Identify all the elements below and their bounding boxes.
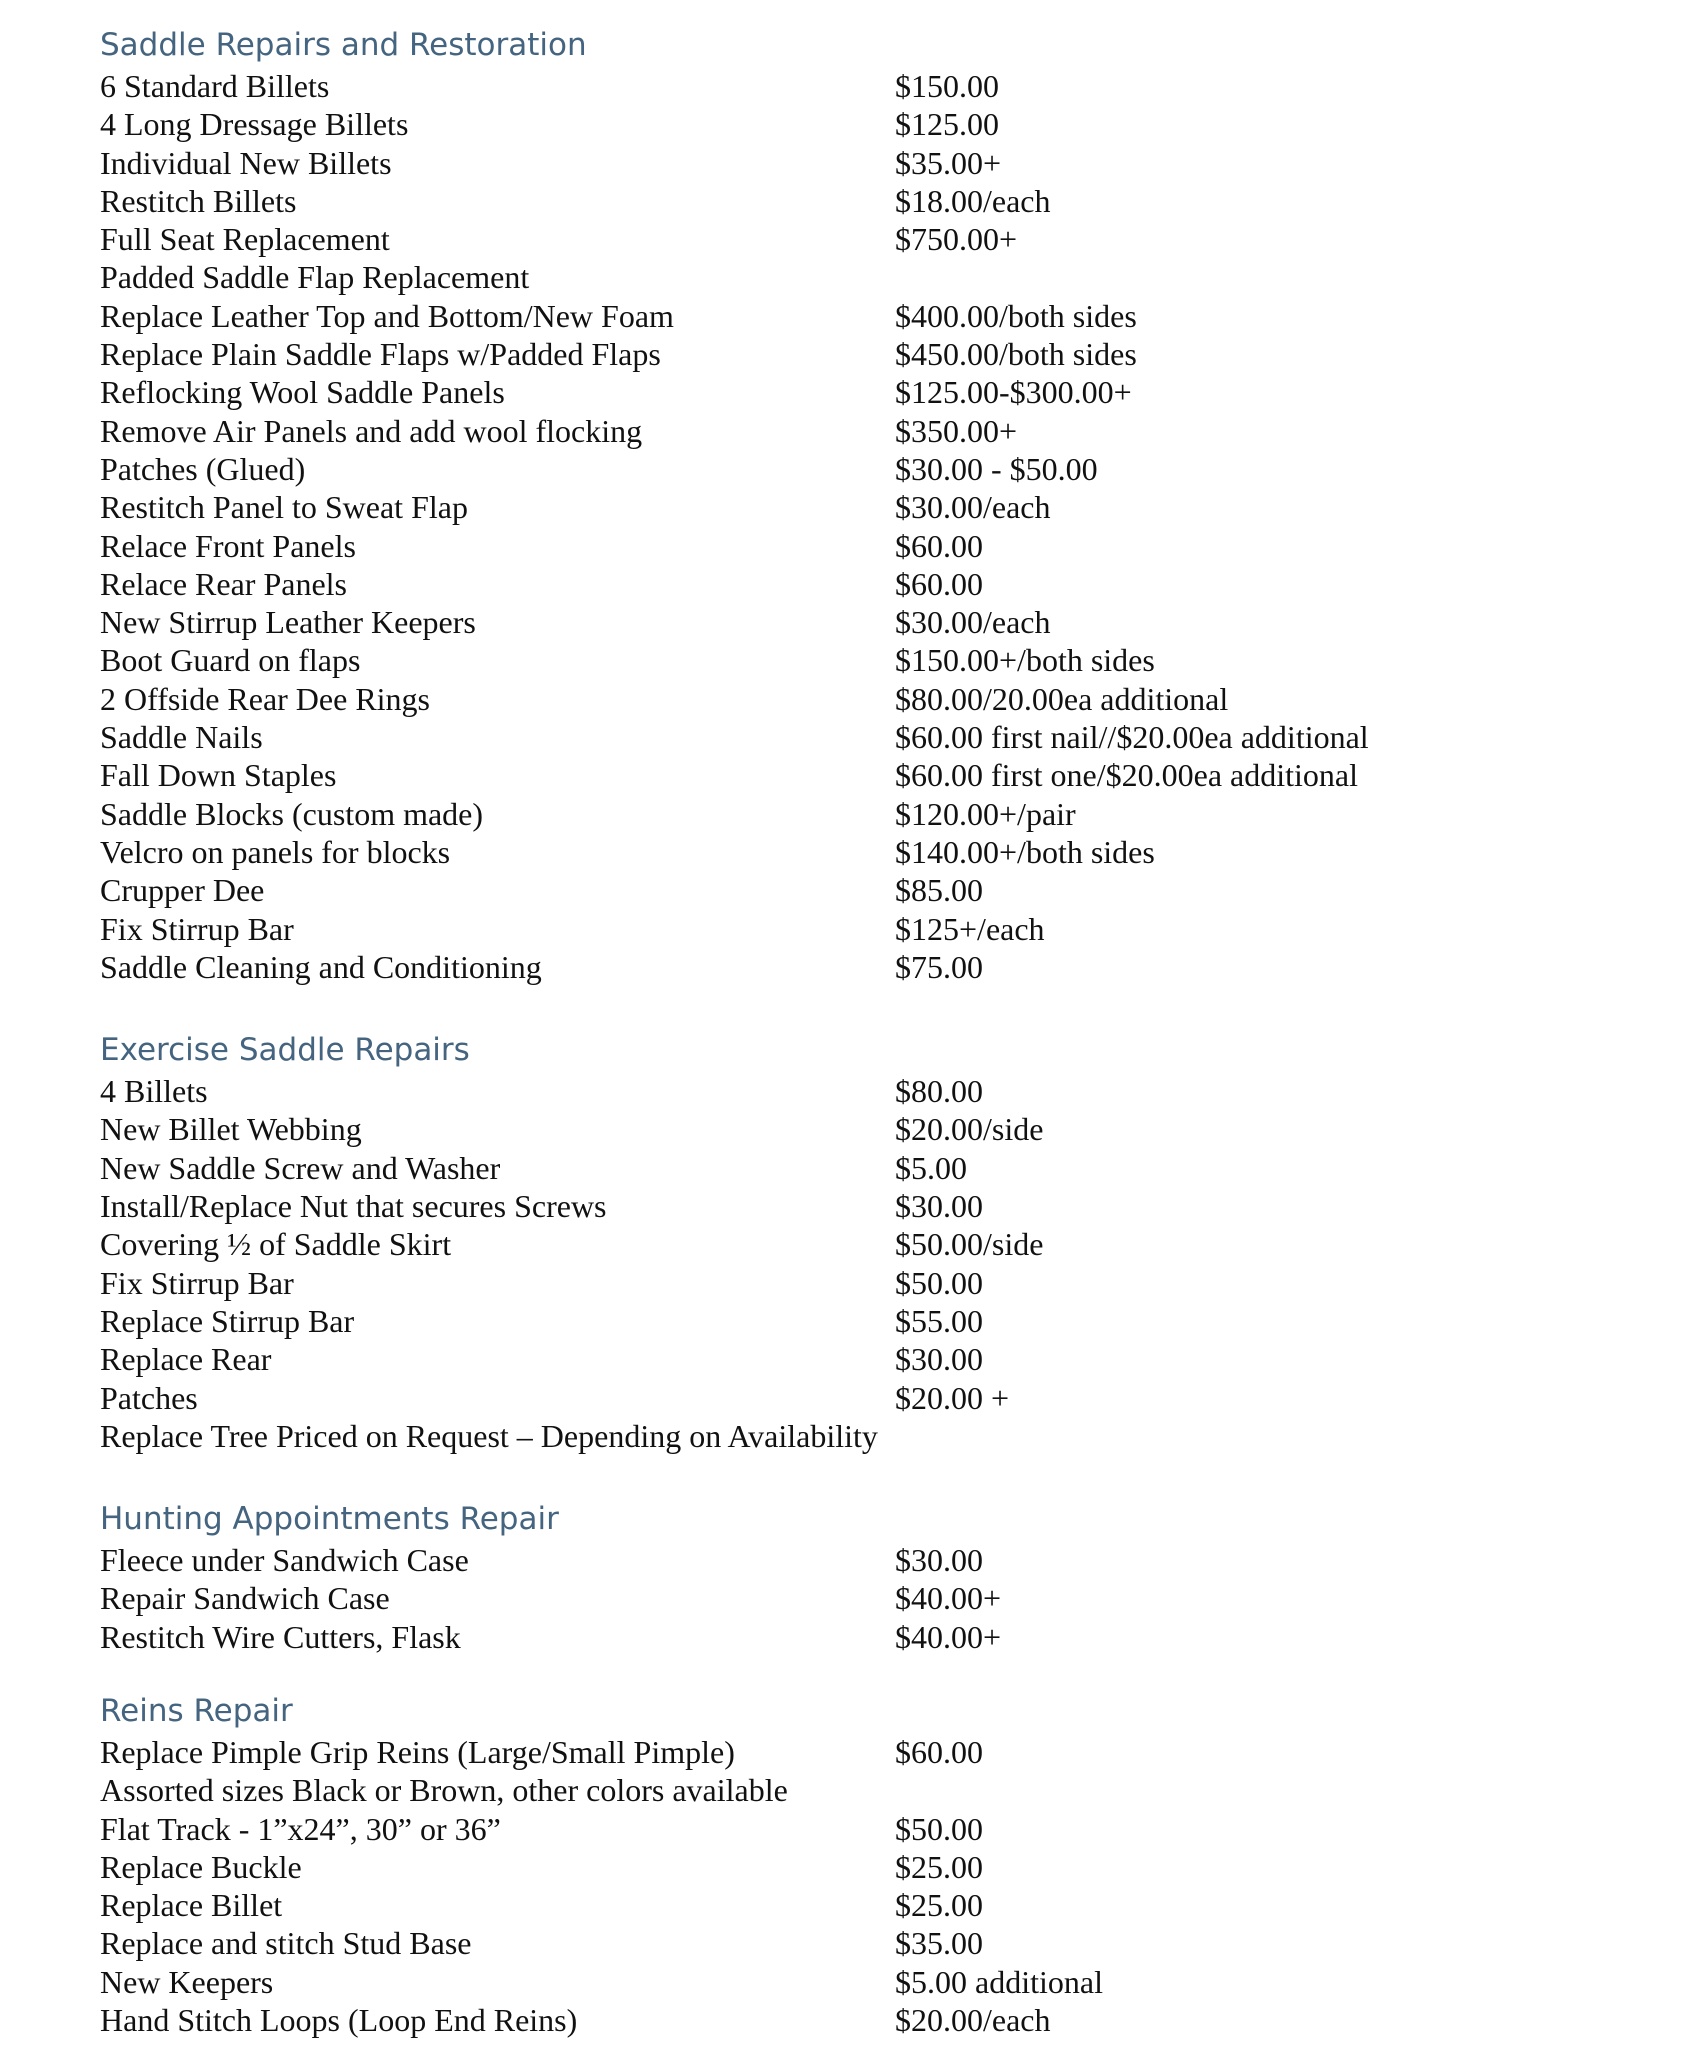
service-price: $85.00 — [895, 872, 983, 909]
price-row — [100, 1848, 1700, 1886]
service-name: Restitch Panel to Sweat Flap — [100, 489, 468, 526]
service-name: Padded Saddle Flap Replacement — [100, 259, 530, 296]
service-price: $450.00/both sides — [895, 336, 1137, 373]
service-name: Replace Billet — [100, 1887, 283, 1924]
service-name: New Stirrup Leather Keepers — [100, 604, 476, 641]
service-name: Relace Front Panels — [100, 527, 356, 564]
service-price: $140.00+/both sides — [895, 833, 1155, 870]
service-price: $25.00 — [895, 1848, 983, 1885]
price-row — [100, 1340, 1700, 1378]
price-row — [100, 1810, 1700, 1848]
service-name: Fix Stirrup Bar — [100, 1264, 294, 1301]
service-name: Saddle Blocks (custom made) — [100, 795, 484, 832]
service-price: $350.00+ — [895, 412, 1018, 449]
service-name: Covering ½ of Saddle Skirt — [100, 1226, 452, 1263]
price-row — [100, 527, 1700, 565]
price-row — [100, 258, 1700, 296]
service-name: Restitch Wire Cutters, Flask — [100, 1618, 461, 1655]
price-section — [100, 1028, 1700, 1455]
service-name: Hand Stitch Loops (Loop End Reins) — [100, 2002, 578, 2039]
price-row — [100, 871, 1700, 909]
service-name: 6 Standard Billets — [100, 68, 330, 104]
service-name: Replace Leather Top and Bottom/New Foam — [100, 297, 674, 334]
service-price: $30.00 — [895, 1188, 983, 1225]
service-price: $30.00 — [895, 1341, 983, 1378]
price-row — [100, 1924, 1700, 1962]
price-section — [100, 1689, 1700, 2039]
service-name: Replace Stirrup Bar — [100, 1302, 355, 1339]
section-spacer — [100, 986, 1700, 1028]
price-row — [100, 67, 1700, 105]
service-name: Fall Down Staples — [100, 757, 337, 794]
service-name: Replace Tree Priced on Request – Depending on Availability — [100, 1417, 878, 1454]
service-price: $30.00 — [895, 1542, 983, 1579]
service-name: New Saddle Screw and Washer — [100, 1149, 501, 1186]
service-name: Saddle Cleaning and Conditioning — [100, 948, 542, 985]
price-row — [100, 756, 1700, 794]
price-row — [100, 1149, 1700, 1187]
service-price: $30.00/each — [895, 489, 1051, 526]
price-row — [100, 105, 1700, 143]
price-row — [100, 488, 1700, 526]
service-price: $18.00/each — [895, 182, 1051, 219]
price-row — [100, 144, 1700, 182]
service-name: New Billet Webbing — [100, 1111, 362, 1148]
section-spacer — [100, 1455, 1700, 1497]
section-heading: Exercise Saddle Repairs — [100, 1032, 470, 1069]
service-name: Patches (Glued) — [100, 450, 306, 487]
service-price: $5.00 additional — [895, 1963, 1103, 2000]
price-row — [100, 450, 1700, 488]
section-heading: Reins Repair — [100, 1692, 293, 1729]
price-row — [100, 1963, 1700, 2001]
service-price: $60.00 first nail//$20.00ea additional — [895, 719, 1369, 756]
service-price: $120.00+/pair — [895, 795, 1076, 832]
service-price: $60.00 — [895, 565, 983, 602]
price-row — [100, 1541, 1700, 1579]
service-price: $30.00 - $50.00 — [895, 450, 1098, 487]
service-price: $75.00 — [895, 948, 983, 985]
service-price: $80.00 — [895, 1073, 983, 1110]
price-row — [100, 1618, 1700, 1656]
price-row — [100, 718, 1700, 756]
service-name: Crupper Dee — [100, 872, 265, 909]
service-price: $40.00+ — [895, 1618, 1002, 1655]
service-price: $20.00 + — [895, 1379, 1010, 1416]
service-price: $60.00 — [895, 1733, 983, 1770]
service-price: $25.00 — [895, 1887, 983, 1924]
service-price: $60.00 — [895, 527, 983, 564]
service-name: Full Seat Replacement — [100, 221, 390, 258]
service-price: $750.00+ — [895, 221, 1018, 258]
service-name: Reflocking Wool Saddle Panels — [100, 374, 505, 411]
service-name: 2 Offside Rear Dee Rings — [100, 680, 430, 717]
service-name: Replace Rear — [100, 1341, 272, 1378]
service-name: Velcro on panels for blocks — [100, 833, 451, 870]
service-name: Fix Stirrup Bar — [100, 910, 294, 947]
service-price: $400.00/both sides — [895, 297, 1137, 334]
service-name: Replace Pimple Grip Reins (Large/Small Pimple) — [100, 1733, 735, 1770]
price-row — [100, 1579, 1700, 1617]
service-name: Saddle Nails — [100, 719, 263, 756]
service-price: $50.00 — [895, 1264, 983, 1301]
service-price: $150.00+/both sides — [895, 642, 1155, 679]
price-section — [100, 23, 1700, 986]
price-row — [100, 220, 1700, 258]
service-price: $40.00+ — [895, 1580, 1002, 1617]
section-heading: Saddle Repairs and Restoration — [100, 27, 587, 63]
service-price: $60.00 first one/$20.00ea additional — [895, 757, 1359, 794]
service-name: New Keepers — [100, 1963, 274, 2000]
price-row — [100, 373, 1700, 411]
price-row — [100, 603, 1700, 641]
price-row — [100, 182, 1700, 220]
service-name: Flat Track - 1”x24”, 30” or 36” — [100, 1810, 501, 1847]
price-row — [100, 1733, 1700, 1771]
service-name: 4 Long Dressage Billets — [100, 106, 409, 143]
service-name: Restitch Billets — [100, 182, 297, 219]
section-heading: Hunting Appointments Repair — [100, 1501, 559, 1538]
service-price: $125.00 — [895, 106, 999, 143]
price-row — [100, 948, 1700, 986]
price-row — [100, 412, 1700, 450]
service-name: Replace Plain Saddle Flaps w/Padded Flaps — [100, 336, 661, 373]
price-row — [100, 795, 1700, 833]
price-row — [100, 680, 1700, 718]
service-name: Individual New Billets — [100, 144, 392, 181]
service-name: Remove Air Panels and add wool flocking — [100, 412, 643, 449]
price-row — [100, 1072, 1700, 1110]
service-price: $50.00/side — [895, 1226, 1044, 1263]
price-row — [100, 1379, 1700, 1417]
service-price: $5.00 — [895, 1149, 967, 1186]
service-name: Replace and stitch Stud Base — [100, 1925, 472, 1962]
price-row — [100, 565, 1700, 603]
service-price: $35.00+ — [895, 144, 1002, 181]
price-row — [100, 910, 1700, 948]
price-row — [100, 1187, 1700, 1225]
service-price: $80.00/20.00ea additional — [895, 680, 1229, 717]
service-price: $150.00 — [895, 68, 999, 104]
service-name: Patches — [100, 1379, 198, 1416]
price-row — [100, 1225, 1700, 1263]
service-name: Replace Buckle — [100, 1848, 302, 1885]
service-price: $20.00/side — [895, 1111, 1044, 1148]
service-name: Boot Guard on flaps — [100, 642, 361, 679]
price-row — [100, 1110, 1700, 1148]
price-row — [100, 297, 1700, 335]
service-name: Repair Sandwich Case — [100, 1580, 390, 1617]
service-name: 4 Billets — [100, 1073, 208, 1110]
price-row — [100, 1264, 1700, 1302]
service-name: Install/Replace Nut that secures Screws — [100, 1188, 607, 1225]
service-name: Relace Rear Panels — [100, 565, 347, 602]
price-row — [100, 641, 1700, 679]
price-row — [100, 1417, 1700, 1455]
price-row — [100, 1886, 1700, 1924]
price-row — [100, 1771, 1700, 1809]
service-price: $125+/each — [895, 910, 1045, 947]
service-name: Fleece under Sandwich Case — [100, 1542, 469, 1579]
service-price: $35.00 — [895, 1925, 983, 1962]
price-section — [100, 1497, 1700, 1656]
price-row — [100, 1302, 1700, 1340]
section-spacer — [100, 1656, 1700, 1689]
service-price: $50.00 — [895, 1810, 983, 1847]
service-name: Assorted sizes Black or Brown, other colors available — [100, 1772, 788, 1809]
price-row — [100, 335, 1700, 373]
price-row — [100, 2001, 1700, 2039]
price-row — [100, 833, 1700, 871]
service-price: $55.00 — [895, 1302, 983, 1339]
service-price: $20.00/each — [895, 2002, 1051, 2039]
service-price: $30.00/each — [895, 604, 1051, 641]
service-price: $125.00-$300.00+ — [895, 374, 1132, 411]
